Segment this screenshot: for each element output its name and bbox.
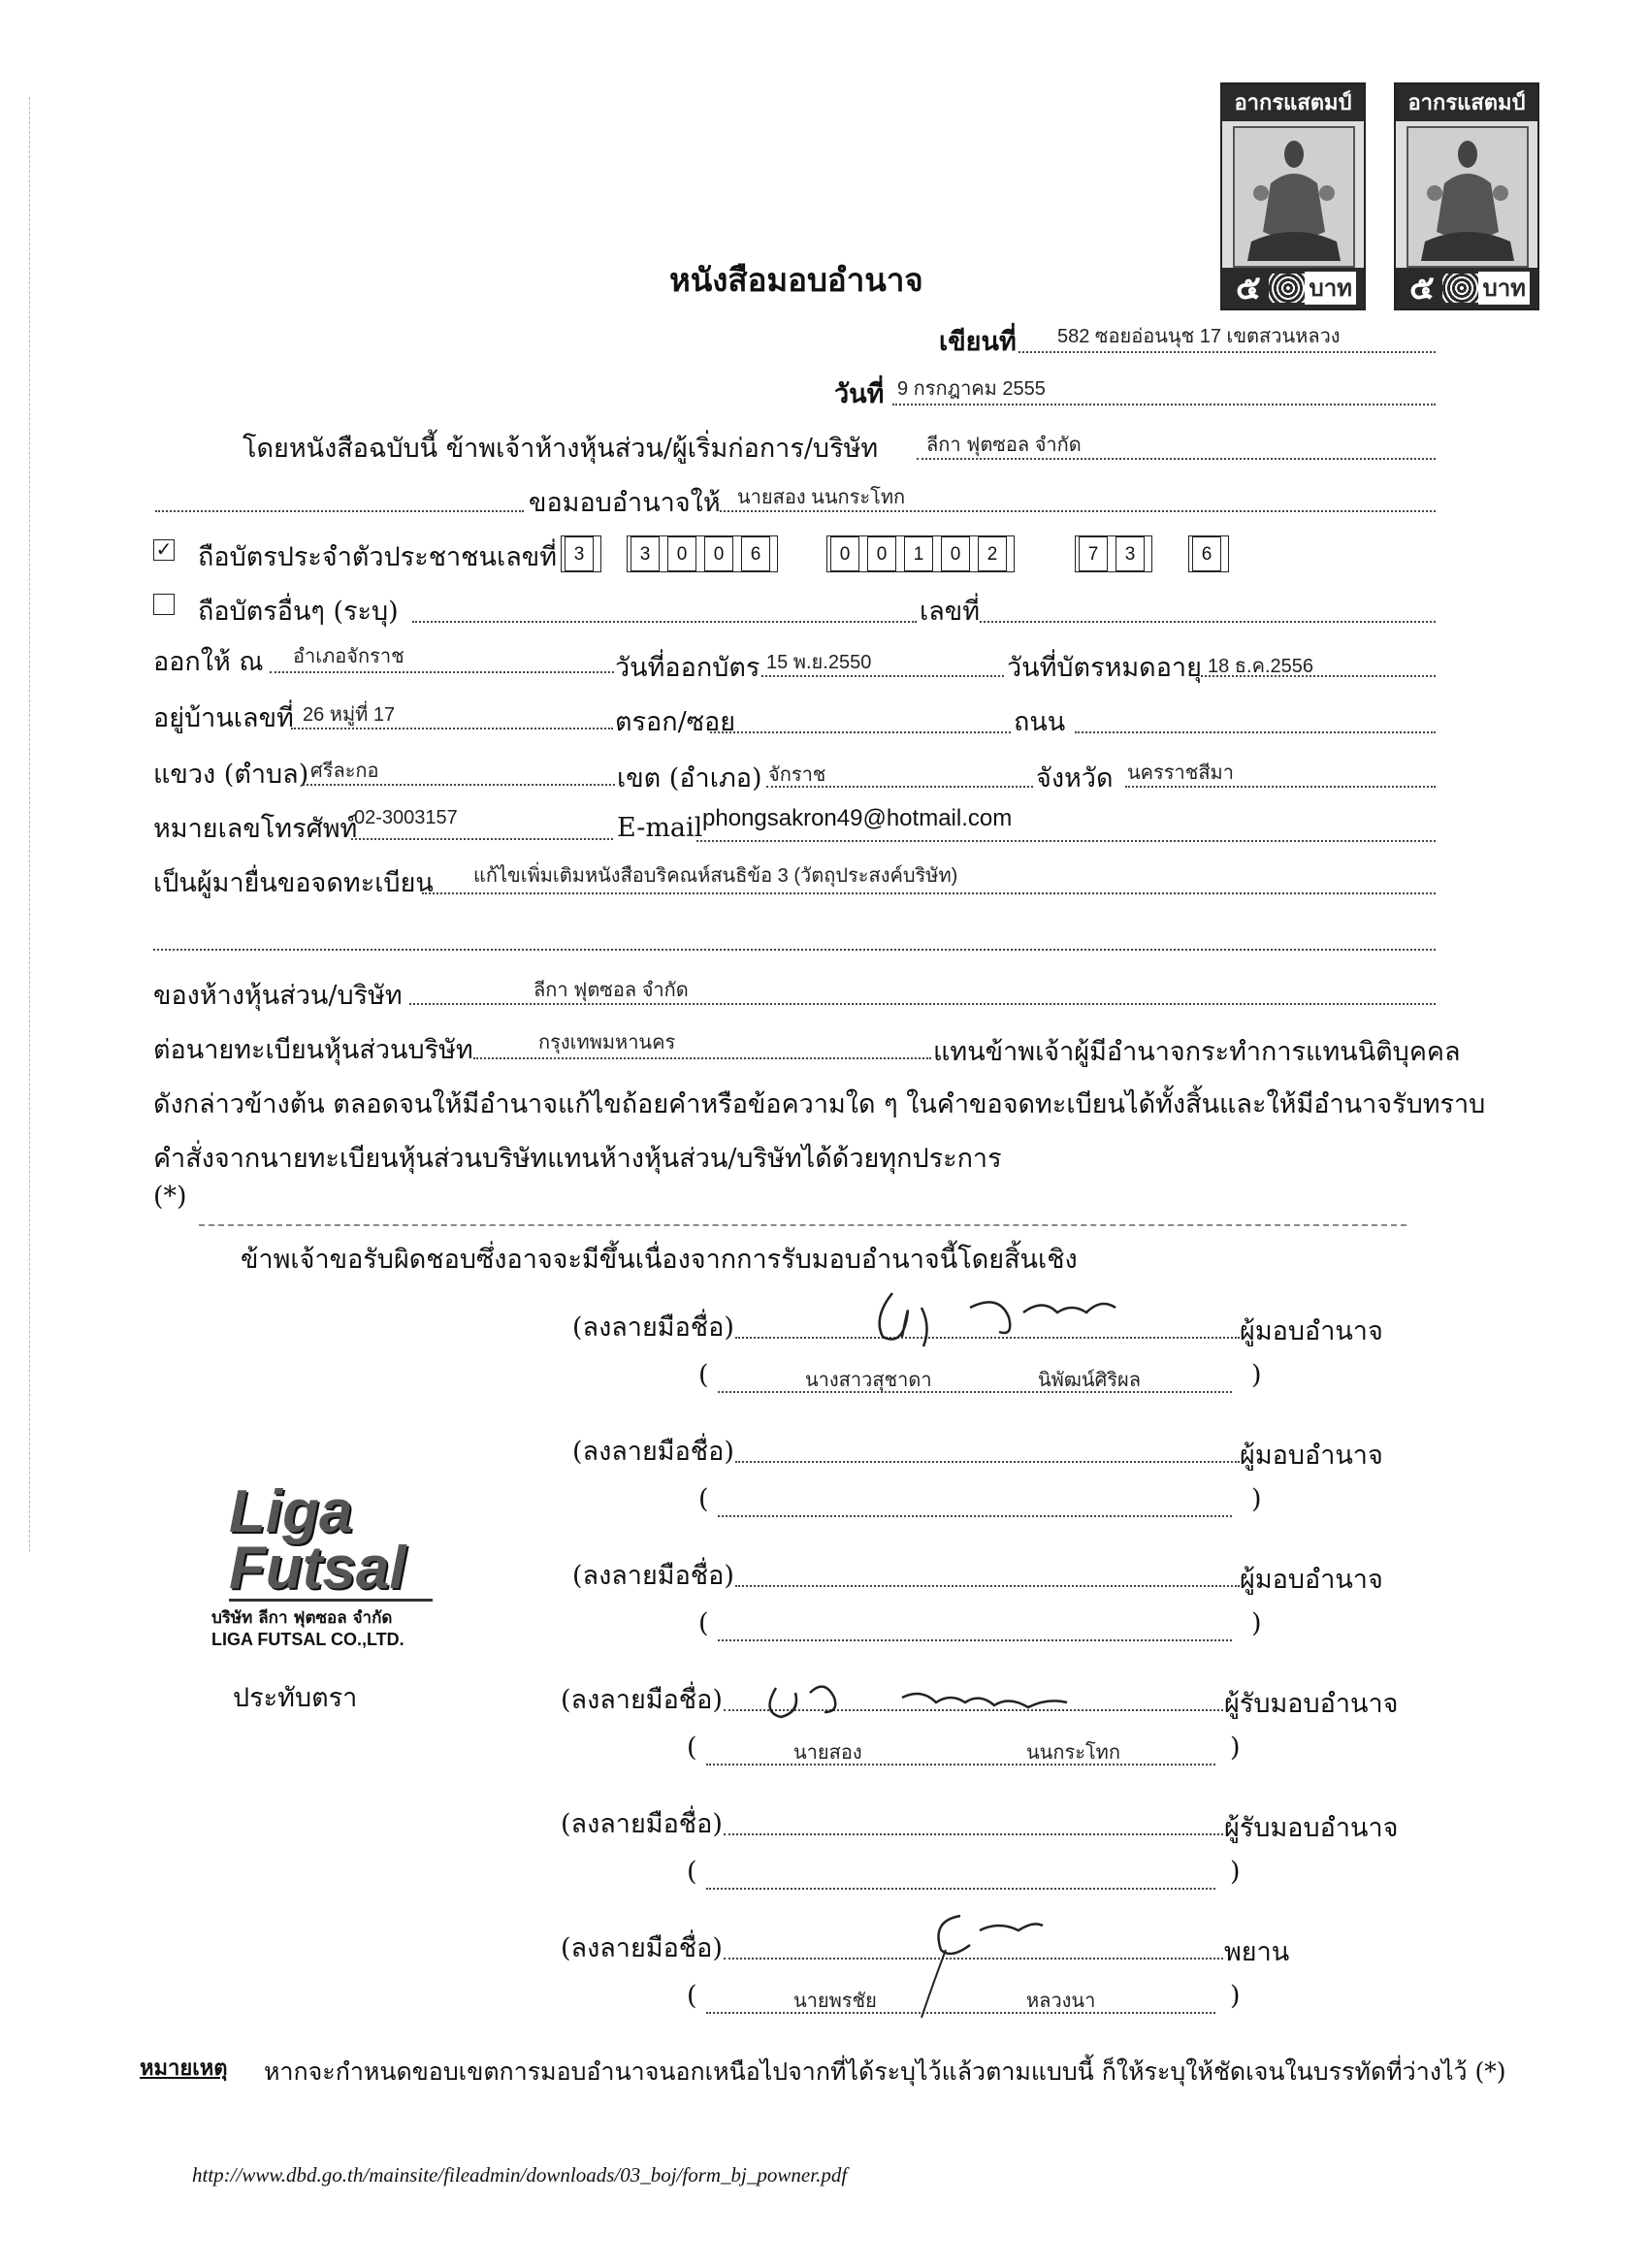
id-card-checkbox[interactable]: ✓ [153, 539, 175, 561]
sign-label: (ลงลายมือชื่อ) [561, 1685, 723, 1715]
registration-line [422, 892, 1436, 894]
house-label: อยู่บ้านเลขที่ [153, 703, 294, 733]
date-value: 9 กรกฎาคม 2555 [897, 378, 1046, 400]
phone-label: หมายเลขโทรศัพท์ [153, 814, 358, 844]
scan-edge [29, 97, 32, 1552]
road-line [1075, 731, 1436, 733]
registrar-label: ต่อนายทะเบียนหุ้นส่วนบริษัท [153, 1035, 473, 1065]
signature-role: ผู้รับมอบอำนาจ [1224, 1689, 1399, 1719]
deity-icon [1232, 125, 1356, 269]
other-card-number-label: เลขที่ [920, 597, 981, 627]
grantee-signature-image [757, 1669, 1125, 1736]
id-digit-box[interactable]: 1 [904, 536, 933, 571]
name-open-paren: ( [687, 1733, 697, 1763]
signature-role: ผู้มอบอำนาจ [1240, 1316, 1383, 1346]
name-line [718, 1391, 1232, 1393]
logo-line-1: Liga [229, 1478, 353, 1545]
name-open-paren: ( [698, 1484, 709, 1514]
signer-first-name: นางสาวสุชาดา [805, 1370, 932, 1391]
footer-url: http://www.dbd.go.th/mainsite/fileadmin/downloads/03_boj/form_bj_powner.pdf [192, 2163, 848, 2187]
name-open-paren: ( [698, 1360, 709, 1390]
id-digit-box[interactable]: 0 [667, 536, 696, 571]
signer-last-name: หลวงนา [1026, 1991, 1096, 2012]
phone-line [351, 838, 613, 840]
signer-last-name: นิพัฒน์ศิริผล [1038, 1370, 1142, 1391]
registration-value: แก้ไขเพิ่มเติมหนังสือบริคณห์สนธิข้อ 3 (วัตถุประสงค์บริษัท) [473, 865, 958, 887]
seal-label: ประทับตรา [233, 1683, 358, 1713]
responsibility-statement: ข้าพเจ้าขอรับผิดชอบซึ่งอาจจะมีขึ้นเนื่องจากการรับมอบอำนาจนี้โดยสิ้นเชิง [241, 1245, 1078, 1275]
name-close-paren: ) [1251, 1484, 1262, 1514]
revenue-stamp-1 [1220, 82, 1366, 310]
issue-at-value: อำเภอจักราช [293, 646, 404, 667]
email-value: phongsakron49@hotmail.com [702, 805, 1013, 831]
other-card-line [412, 621, 917, 623]
district-label: เขต (อำเภอ) [617, 763, 762, 794]
signature-role: ผู้มอบอำนาจ [1240, 1565, 1383, 1595]
note-label: หมายเหตุ [140, 2056, 228, 2081]
issue-at-line [270, 671, 614, 673]
name-close-paren: ) [1230, 1733, 1241, 1763]
issue-date-label: วันที่ออกบัตร [615, 653, 760, 683]
sign-label: (ลงลายมือชื่อ) [561, 1933, 723, 1963]
asterisk-line [199, 1224, 1406, 1226]
id-digit-box[interactable]: 6 [1192, 536, 1221, 571]
intro-label: โดยหนังสือฉบับนี้ ข้าพเจ้าห้างหุ้นส่วน/ผู้เริ่มก่อการ/บริษัท [242, 434, 879, 464]
email-label: E-mail [617, 813, 703, 843]
written-at-label: เขียนที่ [939, 327, 1017, 357]
name-line [718, 1515, 1232, 1517]
id-digit-box[interactable]: 0 [867, 536, 896, 571]
company-logo [229, 1478, 433, 1602]
province-label: จังหวัด [1036, 763, 1114, 794]
revenue-stamp-2 [1394, 82, 1539, 310]
written-at-line [1018, 351, 1436, 353]
grant-prefix-line [155, 510, 524, 512]
id-digit-box[interactable]: 3 [630, 536, 660, 571]
signature-role: พยาน [1224, 1937, 1290, 1967]
signature-line [735, 1461, 1240, 1463]
phone-value: 02-3003157 [354, 807, 458, 828]
sign-label: (ลงลายมือชื่อ) [572, 1437, 734, 1467]
written-at-value: 582 ซอยอ่อนนุช 17 เขตสวนหลวง [1057, 326, 1341, 347]
signer-last-name: นนกระโทก [1026, 1742, 1120, 1764]
name-open-paren: ( [687, 1857, 697, 1887]
other-card-checkbox[interactable] [153, 594, 175, 615]
note-text: หากจะกำหนดขอบเขตการมอบอำนาจนอกเหนือไปจากที่ได้ระบุไว้แล้วตามแบบนี้ ก็ให้ระบุให้ชัดเจนในบรรทัดที่ว่างไว้ (*) [264, 2057, 1506, 2086]
sign-label: (ลงลายมือชื่อ) [572, 1561, 734, 1591]
stamp-value: ๕ บาท [1396, 268, 1537, 308]
grantor-signature-image [863, 1279, 1145, 1356]
logo-company-en: LIGA FUTSAL CO.,LTD. [211, 1630, 404, 1649]
expire-value: 18 ธ.ค.2556 [1208, 656, 1313, 677]
id-digit-box[interactable]: 0 [830, 536, 859, 571]
sign-label: (ลงลายมือชื่อ) [561, 1809, 723, 1839]
email-line [696, 840, 1436, 842]
name-close-paren: ) [1251, 1608, 1262, 1638]
subdistrict-label: แขวง (ตำบล) [153, 760, 309, 790]
registration-line-2 [153, 949, 1436, 951]
id-digit-box[interactable]: 3 [565, 536, 594, 571]
signature-line [724, 1833, 1223, 1835]
signature-role: ผู้รับมอบอำนาจ [1224, 1813, 1399, 1843]
province-value: นครราชสีมา [1127, 762, 1234, 784]
name-line [718, 1639, 1232, 1641]
stamp-value: ๕ บาท [1222, 268, 1364, 308]
name-open-paren: ( [698, 1608, 709, 1638]
stamp-header: อากรแสตมป์ [1396, 84, 1537, 121]
logo-company-th: บริษัท ลีกา ฟุตซอล จำกัด [211, 1608, 393, 1628]
id-card-label: ถือบัตรประจำตัวประชาชนเลขที่ [198, 542, 557, 572]
paragraph-line-2: คำสั่งจากนายทะเบียนหุ้นส่วนบริษัทแทนห้างหุ้นส่วน/บริษัทได้ด้วยทุกประการ [153, 1144, 1002, 1174]
grant-value: นายสอง นนกระโทก [737, 487, 906, 508]
date-line [892, 404, 1436, 405]
date-label: วันที่ [834, 379, 885, 409]
id-digit-box[interactable]: 0 [941, 536, 970, 571]
signer-first-name: นายพรชัย [793, 1991, 877, 2012]
issue-at-label: ออกให้ ณ [153, 647, 264, 677]
company-value: ลีกา ฟุตซอล จำกัด [534, 980, 689, 1001]
id-digit-box[interactable]: 7 [1079, 536, 1108, 571]
other-card-number-line [980, 621, 1436, 623]
document-title: หนังสือมอบอำนาจ [669, 261, 923, 299]
road-label: ถนน [1014, 707, 1066, 737]
name-line [706, 1764, 1215, 1766]
id-digit-box[interactable]: 6 [741, 536, 770, 571]
id-digit-box[interactable]: 2 [978, 536, 1007, 571]
subdistrict-value: ศรีละกอ [310, 761, 379, 782]
id-digit-box[interactable]: 3 [1116, 536, 1145, 571]
signer-first-name: นายสอง [793, 1742, 862, 1764]
witness-signature-image [873, 1892, 1048, 2027]
other-card-label: ถือบัตรอื่นๆ (ระบุ) [198, 597, 399, 627]
name-open-paren: ( [687, 1981, 697, 2011]
company-label: ของห้างหุ้นส่วน/บริษัท [153, 981, 403, 1011]
registrar-line [473, 1057, 931, 1059]
lane-label: ตรอก/ซอย [615, 707, 736, 737]
signature-role: ผู้มอบอำนาจ [1240, 1441, 1383, 1471]
intro-value: ลีกา ฟุตซอล จำกัด [926, 435, 1082, 456]
stamp-header: อากรแสตมป์ [1222, 84, 1364, 121]
deity-icon [1406, 125, 1530, 269]
logo-line-2: Futsal [229, 1535, 406, 1602]
district-value: จักราช [768, 764, 826, 786]
issue-date-value: 15 พ.ย.2550 [766, 652, 872, 673]
house-value: 26 หมู่ที่ 17 [303, 704, 396, 726]
registration-label: เป็นผู้มายื่นขอจดทะเบียน [153, 868, 434, 898]
paragraph-line-1: ดังกล่าวข้างต้น ตลอดจนให้มีอำนาจแก้ไขถ้อยคำหรือข้อความใด ๆ ในคำขอจดทะเบียนได้ทั้งสิ้นและให้มีอำนาจรับทราบ [153, 1089, 1486, 1119]
sign-label: (ลงลายมือชื่อ) [572, 1312, 734, 1343]
lane-line [710, 731, 1011, 733]
name-close-paren: ) [1230, 1981, 1241, 2011]
name-close-paren: ) [1251, 1360, 1262, 1390]
registrar-suffix: แทนข้าพเจ้าผู้มีอำนาจกระทำการแทนนิติบุคคล [933, 1037, 1461, 1067]
signature-line [735, 1585, 1240, 1587]
name-close-paren: ) [1230, 1857, 1241, 1887]
expire-label: วันที่บัตรหมดอายุ [1007, 653, 1202, 683]
id-digit-box[interactable]: 0 [704, 536, 733, 571]
grant-label: ขอมอบอำนาจให้ [529, 488, 721, 518]
name-line [706, 1888, 1215, 1890]
registrar-value: กรุงเทพมหานคร [538, 1032, 676, 1053]
asterisk-marker: (*) [153, 1182, 187, 1212]
